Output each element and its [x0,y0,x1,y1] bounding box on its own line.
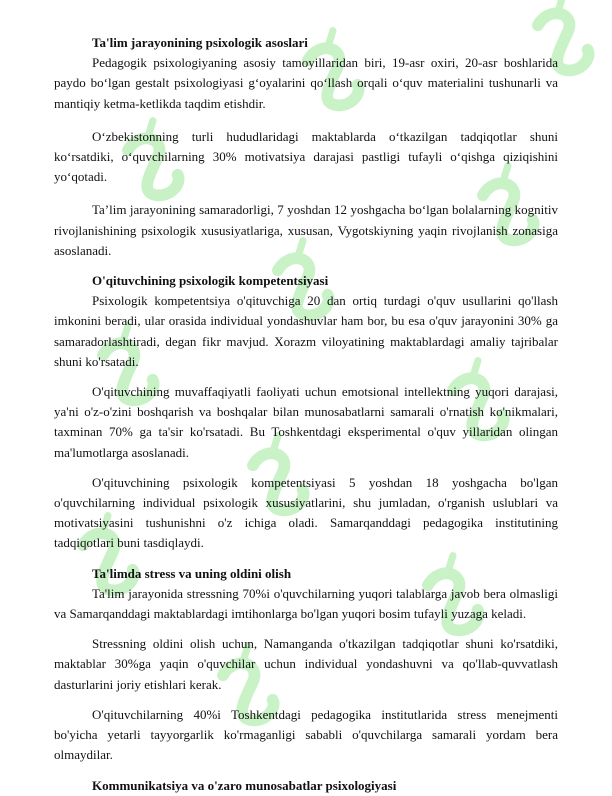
section-heading-3: Ta'limda stress va uning oldini olish [92,565,292,581]
paragraph-3-3: O'qituvchilarning 40%i Toshkentdagi pedagogika institutlarida stress menejmenti bo'yicha yetarli tayyorgarlik ko'rmaganligi sababli o'quvchilarga samarali yordam bera olmaydilar. [54,706,558,763]
paragraph-3-2: Stressning oldini olish uchun, Namanganda o'tkazilgan tadqiqotlar shuni ko'rsatdiki, maktablar 30%ga yaqin o'quvchilar uchun individual yondashuvni va qo'llab-quvvatlash dasturlarini joriy etishlari kerak. [54,636,558,692]
section-heading-1: Ta'lim jarayonining psixologik asoslari [92,35,308,50]
paragraph-1-3: Ta’lim jarayonining samaradorligi, 7 yoshdan 12 yoshgacha bo‘lgan bolalarning kognitiv rivojlanishining psixologik xususiyatlariga, xususan, Vygotskiyning yaqin rivojlanish zonasiga asoslanadi. [54,202,558,258]
document-body [54,33,558,796]
paragraph-2-2: O'qituvchining muvaffaqiyatli faoliyati uchun emotsional intellektning yuqori darajasi, ya'ni o'z-o'zini boshqarish va boshqalar bilan munosabatlarni samarali o'rnatish ko'nikmalari, taxminan 70% ga ta'sir ko'rsatadi. Bu Toshkentdagi eksperimental o'quv yillaridan olingan ma'lumotlarga asoslanadi. [54,384,558,460]
paragraph-2-3: O'qituvchining psixologik kompetentsiyasi 5 yoshdan 18 yoshgacha bo'lgan o'quvchilarning individual psixologik xususiyatlarini, shu jumladan, o'rganish uslublari va motivatsiyasini tushunishni o'z ichiga oladi. Samarqanddagi pedagogika institutining tadqiqotlari buni tasdiqlaydi. [54,474,558,551]
paragraph-2-1: Psixologik kompetentsiya o'qituvchiga 20 dan ortiq turdagi o'quv usullarini qo'llash imkonini beradi, ular orasida individual yondashuvlar ham bor, bu esa o'quv jarayonini 30% ga samaradorlashtiradi, degan fikr mavjud. Xorazm viloyatining maktablardagi amaliy tajribalar shuni ko'rsatadi. [54,293,558,369]
paragraph-1-1: Pedagogik psixologiyaning asosiy tamoyillaridan biri, 19-asr oxiri, 20-asr boshlarida paydo bo‘lgan gestalt psixologiyasi g‘oyalarini qo‘llash orqali o‘quv materialini tushunarli va mantiqiy ketma-ketlikda taqdim etishdir. [54,55,558,111]
section-heading-4: Kommunikatsiya va o'zaro munosabatlar psixologiyasi [92,777,397,793]
section-heading-2: O'qituvchining psixologik kompetentsiyasi [92,273,329,289]
paragraph-1-2: O‘zbekistonning turli hududlaridagi maktablarda o‘tkazilgan tadqiqotlar shuni ko‘rsatdiki, o‘quvchilarning 30% motivatsiya darajasi pastligi tufayli o‘qishga qiziqishini yo‘qotadi. [54,128,558,185]
paragraph-3-1: Ta'lim jarayonida stressning 70%i o'quvchilarning yuqori talablarga javob bera olmasligi va Samarqanddagi maktablardagi imtihonlarga bo'lgan yuqori bosim tufayli yuzaga keladi. [54,585,558,622]
